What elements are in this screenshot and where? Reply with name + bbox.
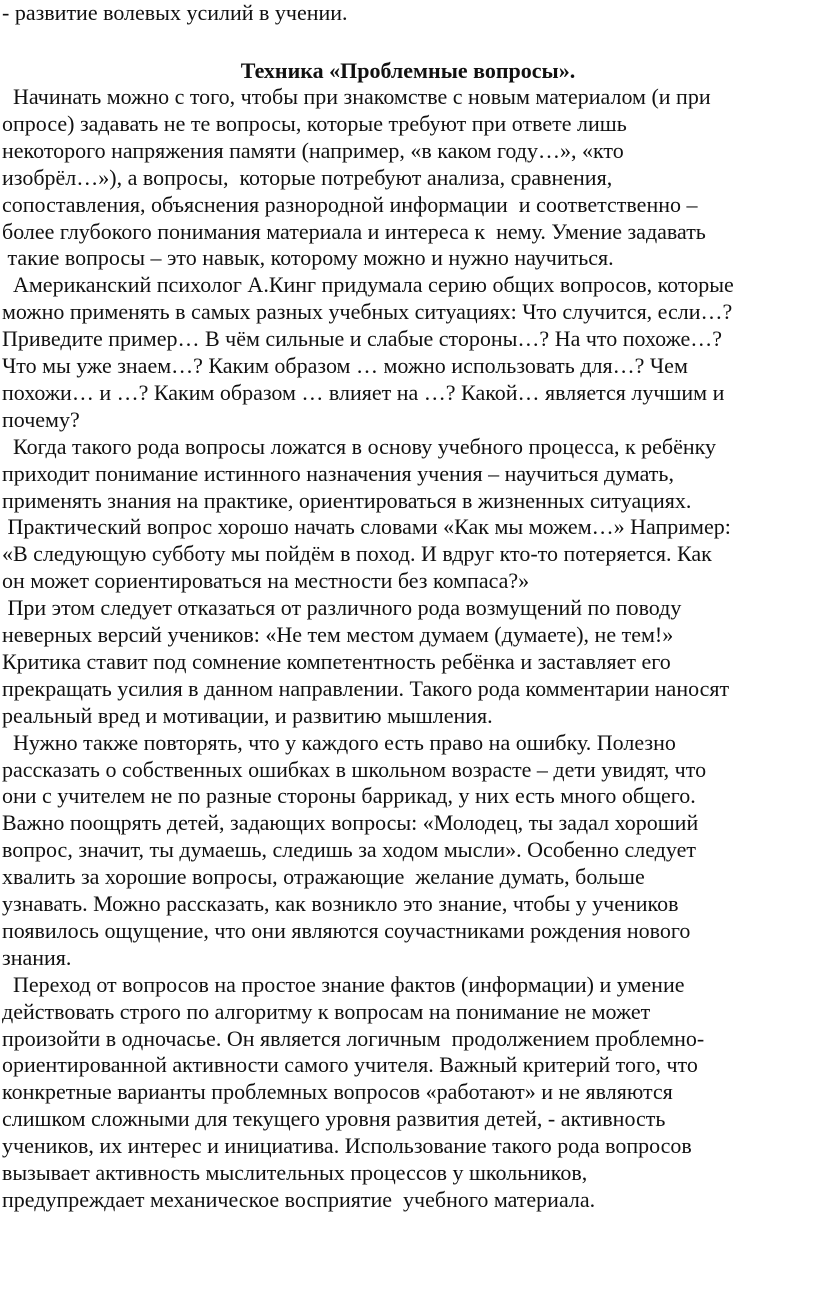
text-line: Что мы уже знаем…? Каким образом … можно использовать для…? Чем: [2, 353, 688, 378]
text-line: он может сориентироваться на местности без компаса?»: [2, 568, 530, 594]
text-line: хвалить за хорошие вопросы, отражающие желание думать, больше: [2, 864, 645, 890]
text-line: сопоставления, объяснения разнородной информации и соответственно –: [2, 191, 698, 217]
text-line: предупреждает механическое восприятие учебного материала.: [2, 1186, 596, 1212]
text-line: действовать строго по алгоритму к вопросам на понимание не может: [2, 998, 651, 1024]
text-line: Начинать можно с того, чтобы при знакомстве с новым материалом (и при: [2, 84, 711, 109]
text-line: более глубокого понимания материала и интереса к нему. Умение задавать: [2, 218, 706, 244]
text-line: знания.: [2, 944, 72, 970]
text-line: Важно поощрять детей, задающих вопросы: «Молодец, ты задал хороший: [2, 810, 699, 836]
text-line: приходит понимание истинного назначения учения – научиться думать,: [2, 460, 674, 486]
text-line: появилось ощущение, что они являются соучастниками рождения нового: [2, 917, 691, 943]
text-line: Нужно также повторять, что у каждого есть право на ошибку. Полезно: [2, 729, 676, 755]
text-line: прекращать усилия в данном направлении. Такого рода комментарии наносят: [2, 675, 730, 701]
text-line: такие вопросы – это навык, которому можно и нужно научиться.: [2, 245, 614, 271]
text-line: изобрёл…»), а вопросы, которые потребуют анализа, сравнения,: [2, 164, 613, 190]
text-line: рассказать о собственных ошибках в школьном возрасте – дети увидят, что: [2, 756, 707, 782]
text-line: Американский психолог А.Кинг придумала серию общих вопросов, которые: [2, 272, 734, 298]
text-line: учеников, их интерес и инициатива. Использование такого рода вопросов: [2, 1133, 692, 1159]
text-line: применять знания на практике, ориентироваться в жизненных ситуациях.: [2, 487, 692, 513]
text-line: слишком сложными для текущего уровня развития детей, - активность: [2, 1106, 666, 1132]
text-line: Когда такого рода вопросы ложатся в основу учебного процесса, к ребёнку: [2, 433, 717, 459]
text-line: При этом следует отказаться от различного рода возмущений по поводу: [2, 595, 682, 621]
text-line: похожи… и …? Каким образом … влияет на …? Какой… является лучшим и: [2, 379, 725, 405]
text-line: вопрос, значит, ты думаешь, следишь за ходом мысли». Особенно следует: [2, 837, 696, 863]
text-line: Практический вопрос хорошо начать словами «Как мы можем…» Например:: [2, 514, 731, 540]
text-line: опросе) задавать не те вопросы, которые требуют при ответе лишь: [2, 110, 627, 136]
text-line: неверных версий учеников: «Не тем местом думаем (думаете), не тем!»: [2, 622, 674, 647]
text-line: почему?: [2, 406, 80, 432]
text-line: произойти в одночасье. Он является логичным продолжением проблемно-: [2, 1025, 705, 1051]
text-line: конкретные варианты проблемных вопросов «работают» и не являются: [2, 1079, 673, 1105]
text-line: узнавать. Можно рассказать, как возникло это знание, чтобы у учеников: [2, 891, 679, 916]
text-line: Приведите пример… В чём сильные и слабые стороны…? На что похоже…?: [2, 326, 723, 352]
intro-line: - развитие волевых усилий в учении.: [2, 0, 348, 25]
text-line: они с учителем не по разные стороны баррикад, у них есть много общего.: [2, 783, 696, 809]
text-line: можно применять в самых разных учебных ситуациях: Что случится, если…?: [2, 299, 733, 325]
section-title: Техника «Проблемные вопросы».: [240, 58, 576, 83]
text-line: некоторого напряжения памяти (например, «в каком году…», «кто: [2, 137, 624, 163]
text-line: Переход от вопросов на простое знание фактов (информации) и умение: [2, 971, 685, 997]
text-line: «В следующую субботу мы пойдём в поход. И вдруг кто-то потеряется. Как: [2, 541, 712, 567]
text-line: ориентированной активности самого учителя. Важный критерий того, что: [2, 1052, 698, 1078]
text-line: реальный вред и мотивации, и развитию мышления.: [2, 702, 493, 728]
text-line: Критика ставит под сомнение компетентность ребёнка и заставляет его: [2, 648, 671, 674]
text-line: вызывает активность мыслительных процессов у школьников,: [2, 1160, 588, 1185]
